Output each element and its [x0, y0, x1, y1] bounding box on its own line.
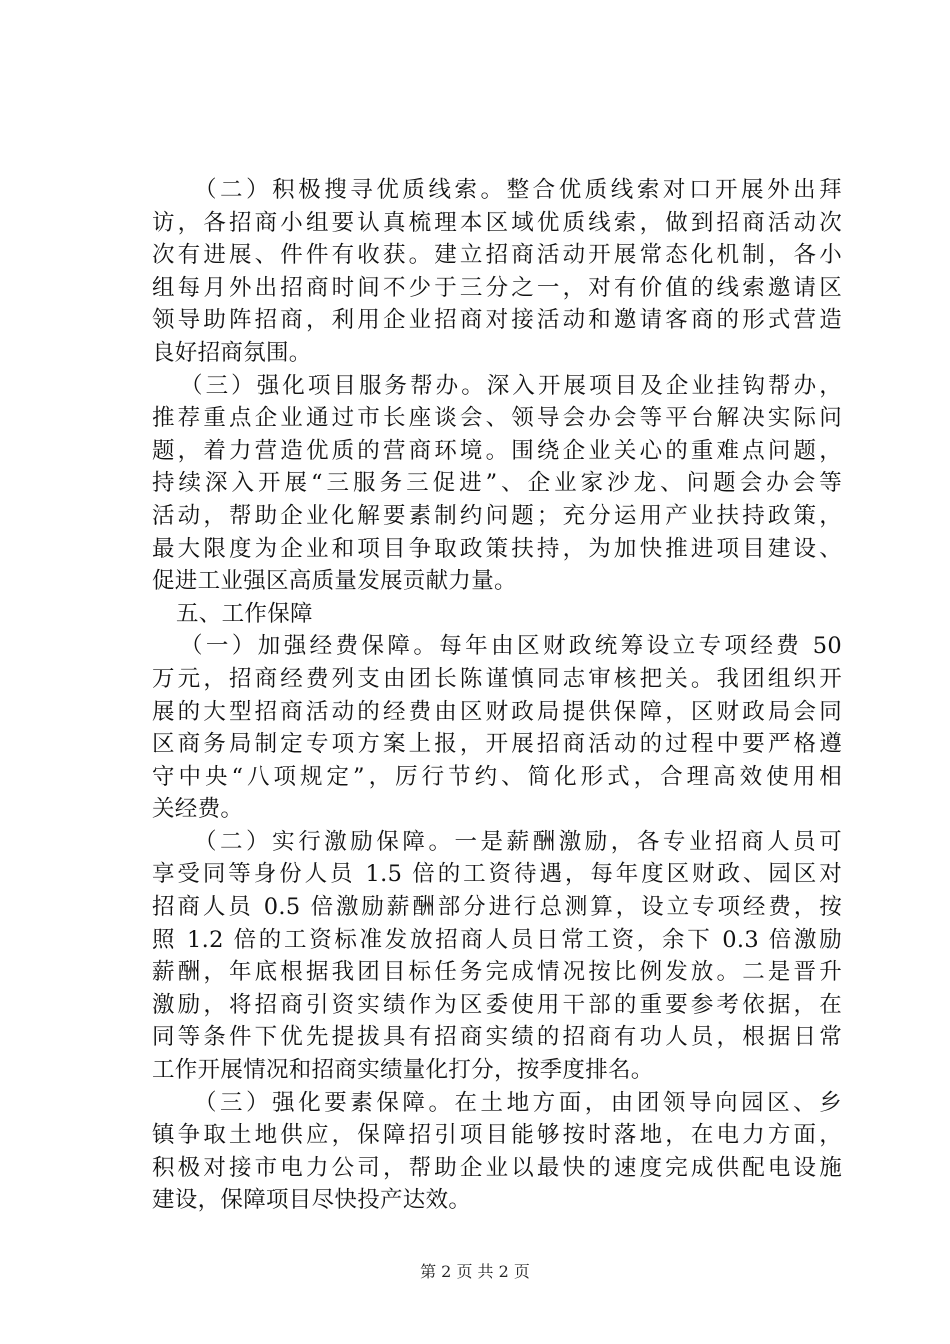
- text-line: 区商务局制定专项方案上报，开展招商活动的过程中要严格遵: [152, 731, 842, 758]
- text-line: 积极对接市电力公司，帮助企业以最快的速度完成供配电设施: [152, 1154, 842, 1181]
- text-line: 持续深入开展“三服务三促进”、企业家沙龙、问题会办会等: [152, 470, 842, 497]
- text-line: 次有进展、件件有收获。建立招商活动开展常态化机制，各小: [152, 242, 842, 269]
- text-line: 关经费。: [152, 796, 244, 823]
- text-line: 建设，保障项目尽快投产达效。: [152, 1187, 472, 1214]
- text-line: （三）强化项目服务帮办。深入开展项目及企业挂钩帮办，: [180, 372, 842, 399]
- text-line: 享受同等身份人员 1.5 倍的工资待遇，每年度区财政、园区对: [152, 861, 842, 888]
- text-line: 五、工作保障: [176, 600, 313, 627]
- text-line: （三）强化要素保障。在土地方面，由团领导向园区、乡: [194, 1089, 842, 1116]
- text-line: 工作开展情况和招商实绩量化打分，按季度排名。: [152, 1057, 654, 1084]
- document-body: [152, 174, 842, 1217]
- text-line: 活动，帮助企业化解要素制约问题；充分运用产业扶持政策，: [152, 502, 842, 529]
- text-line: 最大限度为企业和项目争取政策扶持，为加快推进项目建设、: [152, 535, 842, 562]
- text-line: 同等条件下优先提拔具有招商实绩的招商有功人员，根据日常: [152, 1024, 842, 1051]
- text-line: 良好招商氛围。: [152, 339, 312, 366]
- text-line: 推荐重点企业通过市长座谈会、领导会办会等平台解决实际问: [152, 405, 842, 432]
- page-footer: 第 2 页 共 2 页: [420, 1262, 530, 1281]
- text-line: 题，着力营造优质的营商环境。围绕企业关心的重难点问题，: [152, 437, 842, 464]
- text-line: 薪酬，年底根据我团目标任务完成情况按比例发放。二是晋升: [152, 959, 842, 986]
- text-line: 照 1.2 倍的工资标准发放招商人员日常工资，余下 0.3 倍激励: [152, 926, 842, 953]
- text-line: 促进工业强区高质量发展贡献力量。: [152, 568, 517, 595]
- text-line: 镇争取土地供应，保障招引项目能够按时落地，在电力方面，: [152, 1122, 842, 1149]
- text-line: 万元，招商经费列支由团长陈谨慎同志审核把关。我团组织开: [152, 665, 842, 692]
- text-line: （二）实行激励保障。一是薪酬激励，各专业招商人员可: [194, 828, 842, 855]
- text-line: 组每月外出招商时间不少于三分之一，对有价值的线索邀请区: [152, 274, 842, 301]
- text-line: 访，各招商小组要认真梳理本区域优质线索，做到招商活动次: [152, 209, 842, 236]
- text-line: 展的大型招商活动的经费由区财政局提供保障，区财政局会同: [152, 698, 842, 725]
- text-line: （二）积极搜寻优质线索。整合优质线索对口开展外出拜: [194, 177, 842, 203]
- text-line: 领导助阵招商，利用企业招商对接活动和邀请客商的形式营造: [152, 307, 842, 334]
- text-line: 激励，将招商引资实绩作为区委使用干部的重要参考依据，在: [152, 991, 842, 1018]
- text-line: 守中央“八项规定”，厉行节约、简化形式，合理高效使用相: [152, 763, 842, 790]
- text-line: 招商人员 0.5 倍激励薪酬部分进行总测算，设立专项经费，按: [152, 894, 842, 921]
- text-line: （一）加强经费保障。每年由区财政统筹设立专项经费 50: [180, 633, 842, 660]
